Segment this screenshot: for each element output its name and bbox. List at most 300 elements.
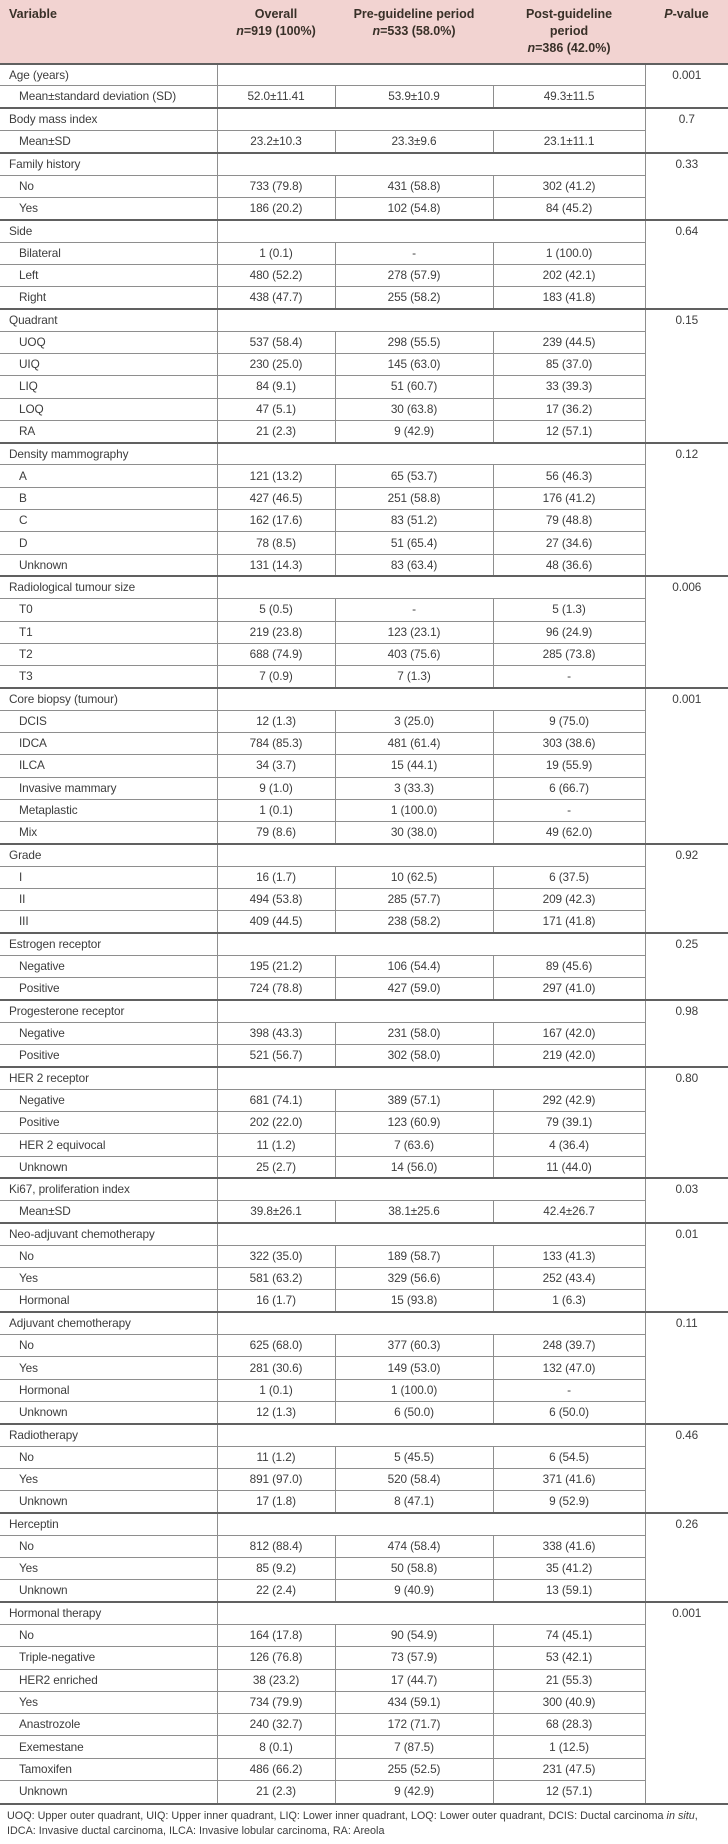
- cell-post-guideline: 49 (62.0): [493, 822, 645, 844]
- cell-post-guideline: 1 (6.3): [493, 1290, 645, 1312]
- p-value: 0.26: [645, 1513, 728, 1602]
- cell-pre-guideline: 285 (57.7): [335, 889, 493, 911]
- cell-pre-guideline: 5 (45.5): [335, 1446, 493, 1468]
- cell-post-guideline: 48 (36.6): [493, 554, 645, 576]
- group-span-cell: [217, 64, 645, 86]
- cell-pre-guideline: 17 (44.7): [335, 1669, 493, 1691]
- cell-overall: 21 (2.3): [217, 420, 335, 442]
- cell-overall: 131 (14.3): [217, 554, 335, 576]
- cell-post-guideline: 85 (37.0): [493, 353, 645, 375]
- group-variable-label: Estrogen receptor: [0, 933, 217, 955]
- group-variable-label: Family history: [0, 153, 217, 175]
- group-span-cell: [217, 933, 645, 955]
- group-variable-label: Radiotherapy: [0, 1424, 217, 1446]
- table-row: [0, 1357, 728, 1379]
- cell-pre-guideline: 1 (100.0): [335, 1379, 493, 1401]
- p-value: 0.46: [645, 1424, 728, 1513]
- group-span-cell: [217, 1513, 645, 1535]
- row-label: RA: [0, 420, 217, 442]
- cell-overall: 812 (88.4): [217, 1535, 335, 1557]
- cell-overall: 121 (13.2): [217, 465, 335, 487]
- group-header-row: [0, 153, 728, 175]
- cell-pre-guideline: 481 (61.4): [335, 733, 493, 755]
- p-value: 0.98: [645, 1000, 728, 1067]
- table-row: [0, 755, 728, 777]
- cell-pre-guideline: 389 (57.1): [335, 1089, 493, 1111]
- cell-overall: 427 (46.5): [217, 487, 335, 509]
- cell-overall: 625 (68.0): [217, 1335, 335, 1357]
- cell-post-guideline: 35 (41.2): [493, 1558, 645, 1580]
- cell-overall: 195 (21.2): [217, 956, 335, 978]
- table-row: [0, 799, 728, 821]
- row-label: No: [0, 1535, 217, 1557]
- row-label: T3: [0, 666, 217, 688]
- cell-post-guideline: 12 (57.1): [493, 1780, 645, 1802]
- cell-overall: 85 (9.2): [217, 1558, 335, 1580]
- p-value: 0.64: [645, 220, 728, 309]
- row-label: Unknown: [0, 1780, 217, 1802]
- cell-post-guideline: -: [493, 799, 645, 821]
- cell-post-guideline: 4 (36.4): [493, 1134, 645, 1156]
- row-label: I: [0, 866, 217, 888]
- p-value: 0.7: [645, 108, 728, 153]
- row-label: DCIS: [0, 710, 217, 732]
- table-row: [0, 1268, 728, 1290]
- cell-pre-guideline: 298 (55.5): [335, 331, 493, 353]
- cell-pre-guideline: 302 (58.0): [335, 1045, 493, 1067]
- group-variable-label: Herceptin: [0, 1513, 217, 1535]
- group-span-cell: [217, 153, 645, 175]
- row-label: No: [0, 1335, 217, 1357]
- cell-post-guideline: 9 (52.9): [493, 1491, 645, 1513]
- cell-post-guideline: 6 (54.5): [493, 1446, 645, 1468]
- cell-pre-guideline: 102 (54.8): [335, 197, 493, 219]
- group-variable-label: Density mammography: [0, 443, 217, 465]
- group-variable-label: Quadrant: [0, 309, 217, 331]
- cell-pre-guideline: 255 (52.5): [335, 1758, 493, 1780]
- cell-overall: 438 (47.7): [217, 287, 335, 309]
- group-variable-label: Side: [0, 220, 217, 242]
- row-label: LOQ: [0, 398, 217, 420]
- cell-pre-guideline: 10 (62.5): [335, 866, 493, 888]
- cell-pre-guideline: 73 (57.9): [335, 1647, 493, 1669]
- cell-post-guideline: 297 (41.0): [493, 978, 645, 1000]
- group-variable-label: Adjuvant chemotherapy: [0, 1312, 217, 1334]
- row-label: D: [0, 532, 217, 554]
- row-label: III: [0, 911, 217, 933]
- table-row: [0, 866, 728, 888]
- cell-post-guideline: 89 (45.6): [493, 956, 645, 978]
- row-label: Bilateral: [0, 242, 217, 264]
- table-row: [0, 1691, 728, 1713]
- row-label: LIQ: [0, 376, 217, 398]
- cell-post-guideline: 5 (1.3): [493, 599, 645, 621]
- p-value: 0.80: [645, 1067, 728, 1178]
- cell-overall: 7 (0.9): [217, 666, 335, 688]
- row-label: Positive: [0, 1112, 217, 1134]
- row-label: Unknown: [0, 1580, 217, 1602]
- cell-post-guideline: 1 (100.0): [493, 242, 645, 264]
- table-row: [0, 1714, 728, 1736]
- cell-overall: 5 (0.5): [217, 599, 335, 621]
- table-row: [0, 86, 728, 108]
- cell-post-guideline: 6 (37.5): [493, 866, 645, 888]
- table-row: [0, 643, 728, 665]
- row-label: T1: [0, 621, 217, 643]
- row-label: No: [0, 175, 217, 197]
- table-row: [0, 1290, 728, 1312]
- table-row: [0, 376, 728, 398]
- cell-post-guideline: 183 (41.8): [493, 287, 645, 309]
- row-label: Exemestane: [0, 1736, 217, 1758]
- cell-pre-guideline: 403 (75.6): [335, 643, 493, 665]
- cell-overall: 21 (2.3): [217, 1780, 335, 1802]
- table-row: [0, 1758, 728, 1780]
- cell-overall: 322 (35.0): [217, 1245, 335, 1267]
- cell-post-guideline: 239 (44.5): [493, 331, 645, 353]
- header-row: [0, 0, 728, 64]
- table-row: [0, 710, 728, 732]
- table-row: [0, 242, 728, 264]
- row-label: Yes: [0, 1691, 217, 1713]
- table-row: [0, 1201, 728, 1223]
- cell-overall: 398 (43.3): [217, 1022, 335, 1044]
- cell-post-guideline: -: [493, 666, 645, 688]
- cell-pre-guideline: 23.3±9.6: [335, 131, 493, 153]
- cell-pre-guideline: -: [335, 242, 493, 264]
- cell-pre-guideline: 51 (60.7): [335, 376, 493, 398]
- column-header-label: Pre-guideline period: [353, 7, 475, 21]
- cell-pre-guideline: 9 (40.9): [335, 1580, 493, 1602]
- p-value: 0.33: [645, 153, 728, 220]
- cell-post-guideline: 17 (36.2): [493, 398, 645, 420]
- cell-overall: 12 (1.3): [217, 1401, 335, 1423]
- group-variable-label: Radiological tumour size: [0, 576, 217, 598]
- cell-overall: 784 (85.3): [217, 733, 335, 755]
- cell-pre-guideline: 123 (23.1): [335, 621, 493, 643]
- group-variable-label: Hormonal therapy: [0, 1602, 217, 1624]
- row-label: Negative: [0, 956, 217, 978]
- cell-pre-guideline: 145 (63.0): [335, 353, 493, 375]
- column-header-pre-guideline: [335, 0, 493, 64]
- cell-post-guideline: 19 (55.9): [493, 755, 645, 777]
- table-row: [0, 1491, 728, 1513]
- group-header-row: [0, 443, 728, 465]
- group-header-row: [0, 576, 728, 598]
- cell-overall: 891 (97.0): [217, 1468, 335, 1490]
- row-label: B: [0, 487, 217, 509]
- cell-pre-guideline: 106 (54.4): [335, 956, 493, 978]
- group-header-row: [0, 64, 728, 86]
- table-row: [0, 1335, 728, 1357]
- group-header-row: [0, 309, 728, 331]
- cell-post-guideline: 300 (40.9): [493, 1691, 645, 1713]
- table-row: [0, 353, 728, 375]
- p-value: 0.92: [645, 844, 728, 933]
- cell-overall: 39.8±26.1: [217, 1201, 335, 1223]
- group-variable-label: Body mass index: [0, 108, 217, 130]
- group-header-row: [0, 1602, 728, 1624]
- cell-overall: 52.0±11.41: [217, 86, 335, 108]
- row-label: Hormonal: [0, 1379, 217, 1401]
- row-label: HER2 enriched: [0, 1669, 217, 1691]
- cell-pre-guideline: 6 (50.0): [335, 1401, 493, 1423]
- table-header: [0, 0, 728, 64]
- cell-post-guideline: 56 (46.3): [493, 465, 645, 487]
- cell-overall: 22 (2.4): [217, 1580, 335, 1602]
- group-span-cell: [217, 576, 645, 598]
- row-label: T0: [0, 599, 217, 621]
- row-label: Triple-negative: [0, 1647, 217, 1669]
- table-row: [0, 599, 728, 621]
- table-row: [0, 911, 728, 933]
- table-row: [0, 1045, 728, 1067]
- cell-overall: 25 (2.7): [217, 1156, 335, 1178]
- table-body: [0, 64, 728, 1803]
- group-span-cell: [217, 1312, 645, 1334]
- cell-overall: 240 (32.7): [217, 1714, 335, 1736]
- cell-pre-guideline: 1 (100.0): [335, 799, 493, 821]
- p-value: 0.03: [645, 1178, 728, 1223]
- table-row: [0, 1736, 728, 1758]
- cell-pre-guideline: 251 (58.8): [335, 487, 493, 509]
- row-label: Negative: [0, 1089, 217, 1111]
- group-header-row: [0, 108, 728, 130]
- group-span-cell: [217, 1178, 645, 1200]
- group-span-cell: [217, 220, 645, 242]
- p-value: 0.001: [645, 688, 728, 844]
- cell-post-guideline: 49.3±11.5: [493, 86, 645, 108]
- cell-post-guideline: 27 (34.6): [493, 532, 645, 554]
- table-row: [0, 465, 728, 487]
- table-row: [0, 1647, 728, 1669]
- p-value: 0.01: [645, 1223, 728, 1312]
- cell-overall: 9 (1.0): [217, 777, 335, 799]
- group-span-cell: [217, 688, 645, 710]
- cell-pre-guideline: 520 (58.4): [335, 1468, 493, 1490]
- column-header-variable: [0, 0, 217, 64]
- table-row: [0, 175, 728, 197]
- cell-pre-guideline: 149 (53.0): [335, 1357, 493, 1379]
- row-label: Metaplastic: [0, 799, 217, 821]
- cell-overall: 186 (20.2): [217, 197, 335, 219]
- cell-post-guideline: 303 (38.6): [493, 733, 645, 755]
- group-header-row: [0, 1223, 728, 1245]
- table-row: [0, 510, 728, 532]
- cell-overall: 11 (1.2): [217, 1134, 335, 1156]
- row-label: Mean±standard deviation (SD): [0, 86, 217, 108]
- cell-pre-guideline: 123 (60.9): [335, 1112, 493, 1134]
- table-row: [0, 1112, 728, 1134]
- cell-overall: 1 (0.1): [217, 799, 335, 821]
- cell-post-guideline: 371 (41.6): [493, 1468, 645, 1490]
- group-header-row: [0, 844, 728, 866]
- group-header-row: [0, 933, 728, 955]
- group-header-row: [0, 1424, 728, 1446]
- cell-overall: 230 (25.0): [217, 353, 335, 375]
- row-label: Yes: [0, 1468, 217, 1490]
- cell-post-guideline: 132 (47.0): [493, 1357, 645, 1379]
- table-row: [0, 1379, 728, 1401]
- table-row: [0, 1401, 728, 1423]
- row-label: Unknown: [0, 1401, 217, 1423]
- cell-pre-guideline: 329 (56.6): [335, 1268, 493, 1290]
- cell-pre-guideline: 9 (42.9): [335, 1780, 493, 1802]
- row-label: Left: [0, 264, 217, 286]
- column-header-post-guideline: [493, 0, 645, 64]
- cell-pre-guideline: 14 (56.0): [335, 1156, 493, 1178]
- cell-overall: 8 (0.1): [217, 1736, 335, 1758]
- group-span-cell: [217, 1000, 645, 1022]
- table-row: [0, 1468, 728, 1490]
- row-label: Mean±SD: [0, 131, 217, 153]
- table-row: [0, 733, 728, 755]
- cell-overall: 521 (56.7): [217, 1045, 335, 1067]
- group-span-cell: [217, 1223, 645, 1245]
- column-header-n: n=533 (58.0%): [372, 23, 456, 38]
- row-label: No: [0, 1624, 217, 1646]
- cell-post-guideline: 248 (39.7): [493, 1335, 645, 1357]
- table-row: [0, 554, 728, 576]
- cell-pre-guideline: 30 (63.8): [335, 398, 493, 420]
- cell-pre-guideline: 238 (58.2): [335, 911, 493, 933]
- cell-post-guideline: 202 (42.1): [493, 264, 645, 286]
- cell-overall: 733 (79.8): [217, 175, 335, 197]
- cell-post-guideline: 133 (41.3): [493, 1245, 645, 1267]
- table-row: [0, 287, 728, 309]
- cell-post-guideline: 1 (12.5): [493, 1736, 645, 1758]
- cell-overall: 16 (1.7): [217, 1290, 335, 1312]
- table-row: [0, 1245, 728, 1267]
- cell-pre-guideline: 3 (25.0): [335, 710, 493, 732]
- row-label: No: [0, 1245, 217, 1267]
- row-label: T2: [0, 643, 217, 665]
- table-row: [0, 777, 728, 799]
- table-row: [0, 1156, 728, 1178]
- table-row: [0, 1134, 728, 1156]
- group-header-row: [0, 1178, 728, 1200]
- column-header-label: P-value: [664, 7, 709, 21]
- cell-post-guideline: 285 (73.8): [493, 643, 645, 665]
- cell-pre-guideline: 53.9±10.9: [335, 86, 493, 108]
- cell-pre-guideline: 51 (65.4): [335, 532, 493, 554]
- cell-overall: 409 (44.5): [217, 911, 335, 933]
- cell-post-guideline: 209 (42.3): [493, 889, 645, 911]
- group-header-row: [0, 220, 728, 242]
- column-header-overall: [217, 0, 335, 64]
- column-header-label: Overall: [254, 7, 298, 21]
- cell-pre-guideline: 431 (58.8): [335, 175, 493, 197]
- row-label: UOQ: [0, 331, 217, 353]
- row-label: C: [0, 510, 217, 532]
- table-row: [0, 1446, 728, 1468]
- row-label: ILCA: [0, 755, 217, 777]
- cell-post-guideline: 68 (28.3): [493, 1714, 645, 1736]
- cell-overall: 1 (0.1): [217, 1379, 335, 1401]
- cell-overall: 164 (17.8): [217, 1624, 335, 1646]
- cell-post-guideline: 74 (45.1): [493, 1624, 645, 1646]
- table-row: [0, 1624, 728, 1646]
- column-header-label: Post-guideline period: [525, 7, 613, 38]
- abbreviations-text: UOQ: Upper outer quadrant, UIQ: Upper inner quadrant, LIQ: Lower inner quadrant, LOQ: Lower outer quadrant, DCIS: Ductal carcinoma in situ, IDCA: Invasive ductal carcinoma, ILCA: Invasive lobular carcinoma, RA: Areola: [7, 1809, 698, 1838]
- cell-pre-guideline: -: [335, 599, 493, 621]
- row-label: IDCA: [0, 733, 217, 755]
- cell-post-guideline: 84 (45.2): [493, 197, 645, 219]
- p-value: 0.001: [645, 1602, 728, 1803]
- row-label: Right: [0, 287, 217, 309]
- cell-overall: 23.2±10.3: [217, 131, 335, 153]
- p-value: 0.006: [645, 576, 728, 687]
- cell-post-guideline: 338 (41.6): [493, 1535, 645, 1557]
- cell-post-guideline: 231 (47.5): [493, 1758, 645, 1780]
- row-label: Mix: [0, 822, 217, 844]
- row-label: A: [0, 465, 217, 487]
- table-row: [0, 331, 728, 353]
- group-header-row: [0, 1312, 728, 1334]
- cell-overall: 581 (63.2): [217, 1268, 335, 1290]
- group-span-cell: [217, 1067, 645, 1089]
- cell-overall: 16 (1.7): [217, 866, 335, 888]
- cell-post-guideline: 42.4±26.7: [493, 1201, 645, 1223]
- cell-overall: 34 (3.7): [217, 755, 335, 777]
- group-variable-label: Age (years): [0, 64, 217, 86]
- p-value: 0.15: [645, 309, 728, 443]
- cell-post-guideline: 292 (42.9): [493, 1089, 645, 1111]
- p-value: 0.12: [645, 443, 728, 577]
- cell-pre-guideline: 9 (42.9): [335, 420, 493, 442]
- table-row: [0, 621, 728, 643]
- cell-pre-guideline: 7 (63.6): [335, 1134, 493, 1156]
- cell-post-guideline: 171 (41.8): [493, 911, 645, 933]
- cell-overall: 47 (5.1): [217, 398, 335, 420]
- cell-pre-guideline: 15 (44.1): [335, 755, 493, 777]
- group-span-cell: [217, 844, 645, 866]
- group-variable-label: Ki67, proliferation index: [0, 1178, 217, 1200]
- cell-overall: 724 (78.8): [217, 978, 335, 1000]
- table-row: [0, 1669, 728, 1691]
- group-span-cell: [217, 108, 645, 130]
- cell-overall: 78 (8.5): [217, 532, 335, 554]
- column-header-n: n=386 (42.0%): [527, 40, 611, 55]
- cell-pre-guideline: 8 (47.1): [335, 1491, 493, 1513]
- cell-pre-guideline: 83 (63.4): [335, 554, 493, 576]
- table-row: [0, 197, 728, 219]
- cell-pre-guideline: 377 (60.3): [335, 1335, 493, 1357]
- cell-post-guideline: 96 (24.9): [493, 621, 645, 643]
- cell-pre-guideline: 172 (71.7): [335, 1714, 493, 1736]
- cell-overall: 38 (23.2): [217, 1669, 335, 1691]
- table-row: [0, 1580, 728, 1602]
- cell-post-guideline: 33 (39.3): [493, 376, 645, 398]
- group-variable-label: Grade: [0, 844, 217, 866]
- p-value: 0.001: [645, 64, 728, 109]
- cell-post-guideline: 23.1±11.1: [493, 131, 645, 153]
- cell-post-guideline: 219 (42.0): [493, 1045, 645, 1067]
- table-row: [0, 956, 728, 978]
- cell-post-guideline: 53 (42.1): [493, 1647, 645, 1669]
- cell-post-guideline: 6 (50.0): [493, 1401, 645, 1423]
- table-row: [0, 666, 728, 688]
- cell-pre-guideline: 83 (51.2): [335, 510, 493, 532]
- cell-pre-guideline: 15 (93.8): [335, 1290, 493, 1312]
- group-variable-label: HER 2 receptor: [0, 1067, 217, 1089]
- table-footnote: [0, 1803, 728, 1844]
- cell-post-guideline: 9 (75.0): [493, 710, 645, 732]
- cell-overall: 734 (79.9): [217, 1691, 335, 1713]
- cell-post-guideline: 13 (59.1): [493, 1580, 645, 1602]
- row-label: Yes: [0, 197, 217, 219]
- table-row: [0, 978, 728, 1000]
